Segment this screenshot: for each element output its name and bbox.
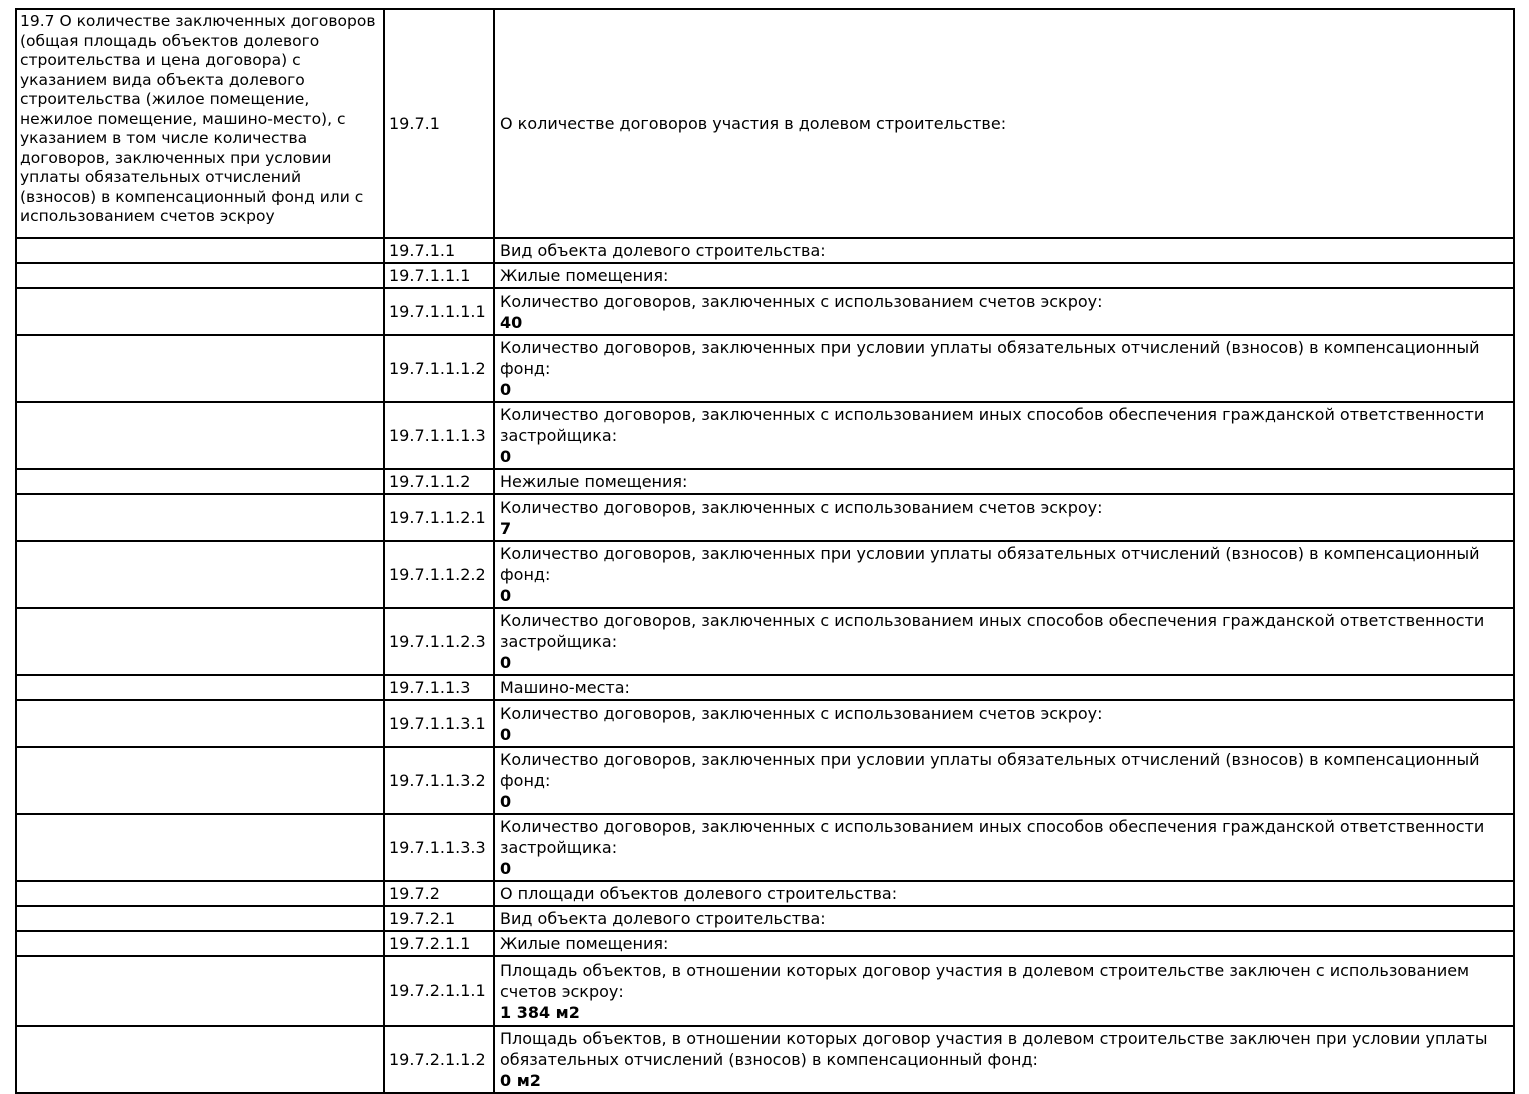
table-row	[16, 263, 1514, 288]
table-row	[16, 881, 1514, 906]
table-row	[16, 675, 1514, 700]
row-value: 1 384 м2	[500, 1002, 580, 1022]
row-number: 19.7.1.1.2	[389, 471, 471, 491]
row-label: Площадь объектов, в отношении которых договор участия в долевом строительстве заключен с использованием счетов эскроу:	[500, 960, 1470, 1001]
row-content-cell	[494, 956, 1514, 1026]
row-content-cell	[494, 402, 1514, 469]
row-number: 19.7.1.1.2.1	[389, 507, 486, 527]
row-number: 19.7.1.1.1	[389, 265, 471, 285]
row-number: 19.7.1.1.1.1	[389, 301, 486, 321]
row-number-cell	[384, 608, 494, 675]
row-number: 19.7.1	[389, 113, 440, 133]
row-number-cell	[384, 494, 494, 541]
row-value: 40	[500, 312, 523, 332]
row-content-cell	[494, 931, 1514, 956]
row-description-cell	[16, 494, 384, 541]
row-number-cell	[384, 931, 494, 956]
row-number: 19.7.2.1.1.1	[389, 981, 486, 1000]
row-value: 0	[500, 586, 512, 605]
row-content-cell	[494, 238, 1514, 263]
row-number-cell	[384, 906, 494, 931]
row-label: Машино-места:	[500, 678, 630, 697]
row-number-cell	[384, 288, 494, 335]
row-label: Жилые помещения:	[500, 934, 669, 953]
row-number: 19.7.1.1.1.2	[389, 358, 486, 378]
row-description-cell	[16, 956, 384, 1026]
row-description-cell	[16, 402, 384, 469]
row-value: 0	[500, 447, 512, 466]
table-row	[16, 469, 1514, 494]
table-row	[16, 814, 1514, 881]
row-label: Количество договоров, заключенных с использованием счетов эскроу:	[500, 291, 1103, 311]
row-number: 19.7.1.1.3	[389, 677, 471, 697]
row-content-cell	[494, 881, 1514, 906]
declaration-page	[0, 8, 1529, 1088]
row-label: Количество договоров, заключенных с использованием счетов эскроу:	[500, 497, 1103, 517]
row-number-cell	[384, 238, 494, 263]
row-description-cell	[16, 675, 384, 700]
row-number-cell	[384, 469, 494, 494]
row-description-cell	[16, 238, 384, 263]
row-content-cell	[494, 469, 1514, 494]
row-content-cell	[494, 747, 1514, 814]
row-number: 19.7.1.1.3.2	[389, 770, 486, 790]
row-description-cell	[16, 931, 384, 956]
row-label: Количество договоров, заключенных при условии уплаты обязательных отчислений (взносов) в компенсационный фонд:	[500, 338, 1480, 378]
section-description-cell	[16, 9, 384, 238]
row-value: 0 м2	[500, 1071, 541, 1090]
table-row	[16, 747, 1514, 814]
row-description-cell	[16, 747, 384, 814]
table-row	[16, 335, 1514, 402]
declaration-table	[15, 8, 1515, 1094]
table-row	[16, 1026, 1514, 1093]
table-row	[16, 541, 1514, 608]
row-description-cell	[16, 881, 384, 906]
row-number: 19.7.2	[389, 883, 440, 903]
row-description-cell	[16, 335, 384, 402]
row-content-cell	[494, 814, 1514, 881]
row-description-cell	[16, 906, 384, 931]
row-description-cell	[16, 814, 384, 881]
table-row	[16, 9, 1514, 238]
row-content-cell	[494, 675, 1514, 700]
row-number-cell	[384, 747, 494, 814]
section-description: 19.7 О количестве заключенных договоров (общая площадь объектов долевого строительства и цена договора) с указанием вида объекта долевого строительства (жилое помещение, нежилое помещение, машино-место), с указанием в том числе количества договоров, заключенных при условии уплаты обязательных отчислений (взносов) в компенсационный фонд или с использованием счетов эскроу	[20, 12, 376, 225]
row-number: 19.7.1.1.3.1	[389, 713, 486, 733]
row-content-cell	[494, 608, 1514, 675]
row-label: Количество договоров, заключенных с использованием иных способов обеспечения гражданской ответственности застройщика:	[500, 611, 1485, 651]
row-number: 19.7.1.1.3.3	[389, 837, 486, 857]
row-description-cell	[16, 541, 384, 608]
row-content-cell	[494, 906, 1514, 931]
row-description-cell	[16, 288, 384, 335]
row-number-cell	[384, 814, 494, 881]
table-row	[16, 931, 1514, 956]
row-number-cell	[384, 700, 494, 747]
row-description-cell	[16, 608, 384, 675]
table-row	[16, 494, 1514, 541]
row-number: 19.7.2.1.1.2	[389, 1049, 486, 1069]
row-label: Вид объекта долевого строительства:	[500, 909, 826, 928]
table-row	[16, 700, 1514, 747]
row-number-cell	[384, 335, 494, 402]
row-number-cell	[384, 402, 494, 469]
row-description-cell	[16, 469, 384, 494]
row-content-cell	[494, 700, 1514, 747]
row-label: Количество договоров, заключенных с использованием иных способов обеспечения гражданской ответственности застройщика:	[500, 405, 1485, 445]
row-number: 19.7.1.1.2.2	[389, 564, 486, 584]
row-content-cell	[494, 263, 1514, 288]
table-row	[16, 238, 1514, 263]
table-row	[16, 608, 1514, 675]
row-label: О количестве договоров участия в долевом строительстве:	[500, 114, 1007, 133]
row-content-cell	[494, 9, 1514, 238]
row-description-cell	[16, 263, 384, 288]
row-label: Количество договоров, заключенных с использованием счетов эскроу:	[500, 703, 1103, 723]
row-number-cell	[384, 881, 494, 906]
row-number: 19.7.1.1.1.3	[389, 425, 486, 445]
row-number-cell	[384, 956, 494, 1026]
row-number: 19.7.2.1	[389, 908, 456, 928]
table-row	[16, 402, 1514, 469]
table-row	[16, 288, 1514, 335]
row-label: Количество договоров, заключенных при условии уплаты обязательных отчислений (взносов) в компенсационный фонд:	[500, 750, 1480, 790]
row-content-cell	[494, 288, 1514, 335]
row-number-cell	[384, 675, 494, 700]
row-value: 7	[500, 518, 512, 538]
row-content-cell	[494, 1026, 1514, 1093]
row-number: 19.7.1.1	[389, 240, 456, 260]
table-row	[16, 956, 1514, 1026]
row-value: 0	[500, 653, 512, 672]
row-number: 19.7.2.1.1	[389, 933, 471, 953]
row-number: 19.7.1.1.2.3	[389, 631, 486, 651]
row-label: Жилые помещения:	[500, 266, 669, 285]
row-number-cell	[384, 541, 494, 608]
row-value: 0	[500, 724, 512, 744]
row-content-cell	[494, 541, 1514, 608]
row-label: Площадь объектов, в отношении которых договор участия в долевом строительстве заключен при условии уплаты обязательных отчислений (взносов) в компенсационный фонд:	[500, 1029, 1488, 1069]
row-label: Количество договоров, заключенных с использованием иных способов обеспечения гражданской ответственности застройщика:	[500, 817, 1485, 857]
row-label: Вид объекта долевого строительства:	[500, 241, 826, 260]
row-content-cell	[494, 494, 1514, 541]
row-value: 0	[500, 792, 512, 811]
row-label: Нежилые помещения:	[500, 472, 688, 491]
row-number-cell	[384, 263, 494, 288]
row-label: О площади объектов долевого строительства:	[500, 884, 898, 903]
row-description-cell	[16, 700, 384, 747]
row-content-cell	[494, 335, 1514, 402]
row-number-cell	[384, 9, 494, 238]
row-number-cell	[384, 1026, 494, 1093]
row-value: 0	[500, 380, 512, 399]
row-label: Количество договоров, заключенных при условии уплаты обязательных отчислений (взносов) в компенсационный фонд:	[500, 544, 1480, 584]
row-description-cell	[16, 1026, 384, 1093]
row-value: 0	[500, 859, 512, 878]
table-row	[16, 906, 1514, 931]
